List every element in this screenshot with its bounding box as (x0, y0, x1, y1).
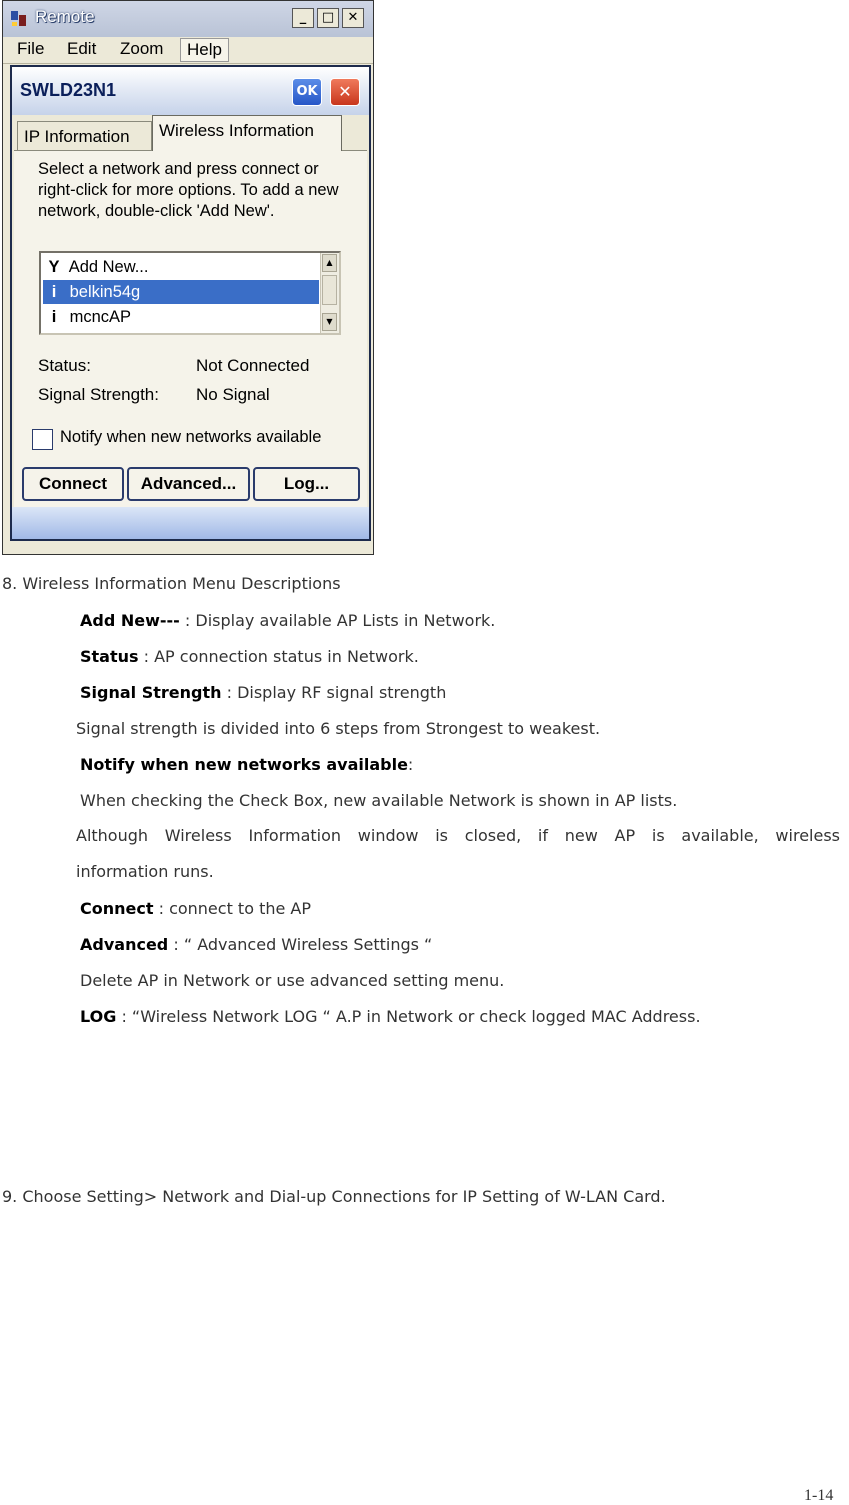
notify-description: Notify when new networks available: (80, 755, 414, 774)
section-8-heading: 8. Wireless Information Menu Descriptions (2, 574, 341, 593)
notify-note: When checking the Check Box, new available Network is shown in AP lists. (80, 791, 678, 810)
advanced-note: Delete AP in Network or use advanced setting menu. (80, 971, 505, 990)
although-paragraph-line1: Although Wireless Information window is closed, if new AP is available, wireless (76, 826, 840, 845)
connect-button[interactable]: Connect (22, 467, 124, 501)
log-button[interactable]: Log... (253, 467, 360, 501)
log-term: LOG (80, 1007, 117, 1026)
menu-zoom[interactable]: Zoom (120, 39, 164, 58)
ok-button[interactable]: OK (292, 78, 322, 106)
connect-description: Connect : connect to the AP (80, 899, 312, 918)
device-screen (10, 65, 371, 541)
scroll-up-icon[interactable]: ▲ (322, 254, 337, 272)
remote-window (2, 0, 374, 555)
page-number: 1-14 (804, 1487, 834, 1504)
network-name: Add New... (68, 258, 149, 276)
advanced-term: Advanced (80, 935, 169, 954)
instructions-text: Select a network and press connect or right-click for more options. To add a new network, double-click 'Add New'. (38, 160, 339, 220)
tab-wireless-information[interactable]: Wireless Information (152, 115, 342, 151)
list-scrollbar[interactable] (320, 253, 339, 333)
network-item-add-new[interactable] (43, 255, 319, 279)
minimize-button[interactable]: _ (292, 8, 314, 28)
network-item-mcncap[interactable] (43, 305, 319, 329)
status-label: Status: (38, 356, 91, 375)
taskbar (12, 507, 369, 541)
status-term: Status (80, 647, 139, 666)
network-item-belkin54g[interactable] (43, 280, 319, 304)
title-bar[interactable] (3, 1, 373, 38)
access-point-icon: i (51, 308, 57, 326)
access-point-icon: i (51, 283, 57, 301)
log-description: LOG : “Wireless Network LOG “ A.P in Network or check logged MAC Address. (80, 1007, 701, 1026)
notify-term: Notify when new networks available (80, 755, 408, 774)
menu-file[interactable]: File (17, 39, 45, 58)
notify-label: Notify when new networks available (60, 428, 322, 446)
maximize-button[interactable]: □ (317, 8, 339, 28)
close-window-button[interactable]: ✕ (342, 8, 364, 28)
add-new-term: Add New--- (80, 611, 180, 630)
add-new-description: Add New--- : Display available AP Lists in Network. (80, 611, 496, 630)
menu-bar (3, 37, 373, 64)
scroll-thumb[interactable] (322, 275, 337, 305)
signal-description: Signal Strength : Display RF signal strength (80, 683, 447, 702)
signal-strength-label: Signal Strength: (38, 385, 159, 404)
remote-app-icon (9, 9, 29, 29)
signal-note: Signal strength is divided into 6 steps from Strongest to weakest. (76, 719, 601, 738)
advanced-description: Advanced : “ Advanced Wireless Settings “ (80, 935, 433, 954)
connect-term: Connect (80, 899, 154, 918)
network-name: mcncAP (69, 308, 132, 326)
network-name: belkin54g (69, 283, 141, 301)
signal-strength-value: No Signal (196, 385, 270, 404)
dialog-close-button[interactable]: ✕ (330, 78, 360, 106)
scroll-down-icon[interactable]: ▼ (322, 313, 337, 331)
window-title: Remote (35, 7, 95, 26)
menu-help[interactable]: Help (180, 38, 229, 62)
section-9-heading: 9. Choose Setting> Network and Dial-up Connections for IP Setting of W-LAN Card. (2, 1187, 666, 1206)
dialog-title: SWLD23N1 (20, 80, 117, 100)
status-value: Not Connected (196, 356, 310, 375)
network-list (39, 251, 341, 335)
menu-edit[interactable]: Edit (67, 39, 97, 58)
dialog-header (12, 67, 369, 115)
notify-checkbox[interactable] (32, 429, 53, 450)
status-description: Status : AP connection status in Network. (80, 647, 419, 666)
advanced-button[interactable]: Advanced... (127, 467, 250, 501)
although-paragraph-line2: information runs. (76, 862, 214, 881)
antenna-icon: Y (48, 258, 60, 276)
tab-ip-information[interactable]: IP Information (17, 121, 152, 151)
signal-term: Signal Strength (80, 683, 222, 702)
